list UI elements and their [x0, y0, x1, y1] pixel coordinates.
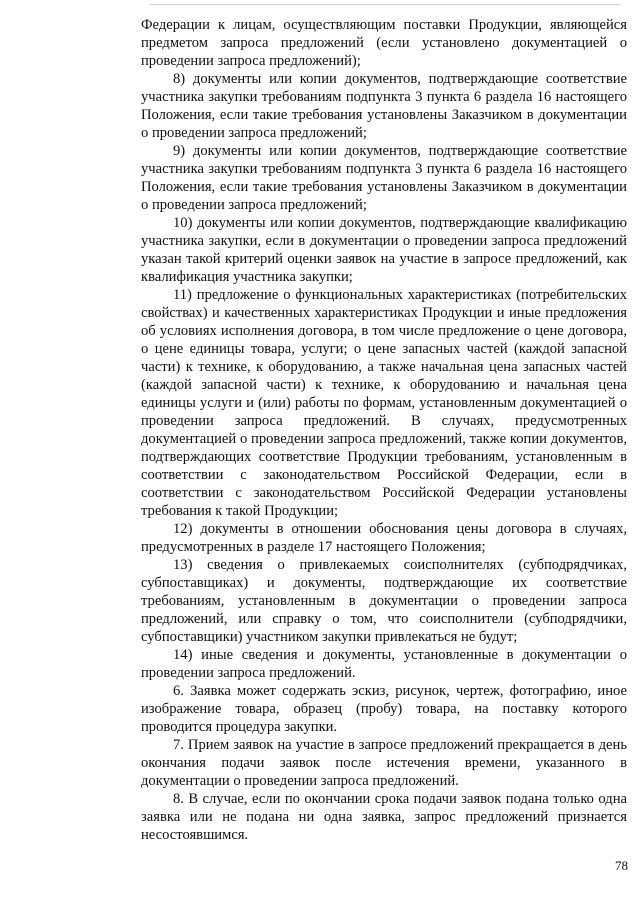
paragraph-point-6: 6. Заявка может содержать эскиз, рисунок, чертеж, фотографию, иное изображение товара, образец (пробу) товара, на поставку которого проводится процедура закупки.: [141, 683, 627, 735]
paragraph-item-13: 13) сведения о привлекаемых соисполнителях (субподрядчиках, субпоставщиках) и документы, подтверждающие их соответствие требованиям, установленным в документации о проведении запроса предложений, или справку о том, что соисполнители (субподрядчики, субпоставщики) участником закупки привлекаться не будут;: [141, 557, 627, 645]
paragraph-item-8: 8) документы или копии документов, подтверждающие соответствие участника закупки требованиям подпункта 3 пункта 6 раздела 16 настоящего Положения, если такие требования установлены Заказчиком в документации о проведении запроса предложений;: [141, 71, 627, 141]
paragraph-continuation: Федерации к лицам, осуществляющим поставки Продукции, являющейся предметом запроса предложений (если установлено документацией о проведении запроса предложений);: [141, 17, 627, 69]
paragraph-item-11: 11) предложение о функциональных характеристиках (потребительских свойствах) и качественных характеристиках Продукции и иные предложения об условиях исполнения договора, в том числе предложение о цене договора, о цене единицы товара, услуги; о цене запасных частей (каждой запасной части) к технике, к оборудованию, а также начальная цена запасных частей (каждой запасной части) к технике, к оборудованию и начальная цена единицы услуги и (или) работы по формам, установленным документацией о проведении запроса предложений. В случаях, предусмотренных документацией о проведении запроса предложений, также копии документов, подтверждающих соответствие Продукции требованиям, установленным в соответствии с законодательством Российской Федерации, если в соответствии с законодательством Российской Федерации установлены требования к такой Продукции;: [141, 287, 627, 519]
document-body: [141, 16, 627, 844]
paragraph-item-12: 12) документы в отношении обоснования цены договора в случаях, предусмотренных в разделе 17 настоящего Положения;: [141, 521, 627, 555]
paragraph-point-7: 7. Прием заявок на участие в запросе предложений прекращается в день окончания подачи заявок после истечения времени, указанного в документации о проведении запроса предложений.: [141, 737, 627, 789]
paragraph-item-9: 9) документы или копии документов, подтверждающие соответствие участника закупки требованиям подпункта 3 пункта 6 раздела 16 настоящего Положения, если такие требования установлены Заказчиком в документации о проведении запроса предложений;: [141, 143, 627, 213]
page-number: 78: [615, 858, 628, 873]
scan-edge-line: [150, 4, 620, 5]
paragraph-item-14: 14) иные сведения и документы, установленные в документации о проведении запроса предложений.: [141, 647, 627, 681]
paragraph-item-10: 10) документы или копии документов, подтверждающие квалификацию участника закупки, если в документации о проведении запроса предложений указан такой критерий оценки заявок на участие в запросе предложений, как квалификация участника закупки;: [141, 215, 627, 285]
paragraph-point-8: 8. В случае, если по окончании срока подачи заявок подана только одна заявка или не подана ни одна заявка, запрос предложений признается несостоявшимся.: [141, 791, 627, 843]
